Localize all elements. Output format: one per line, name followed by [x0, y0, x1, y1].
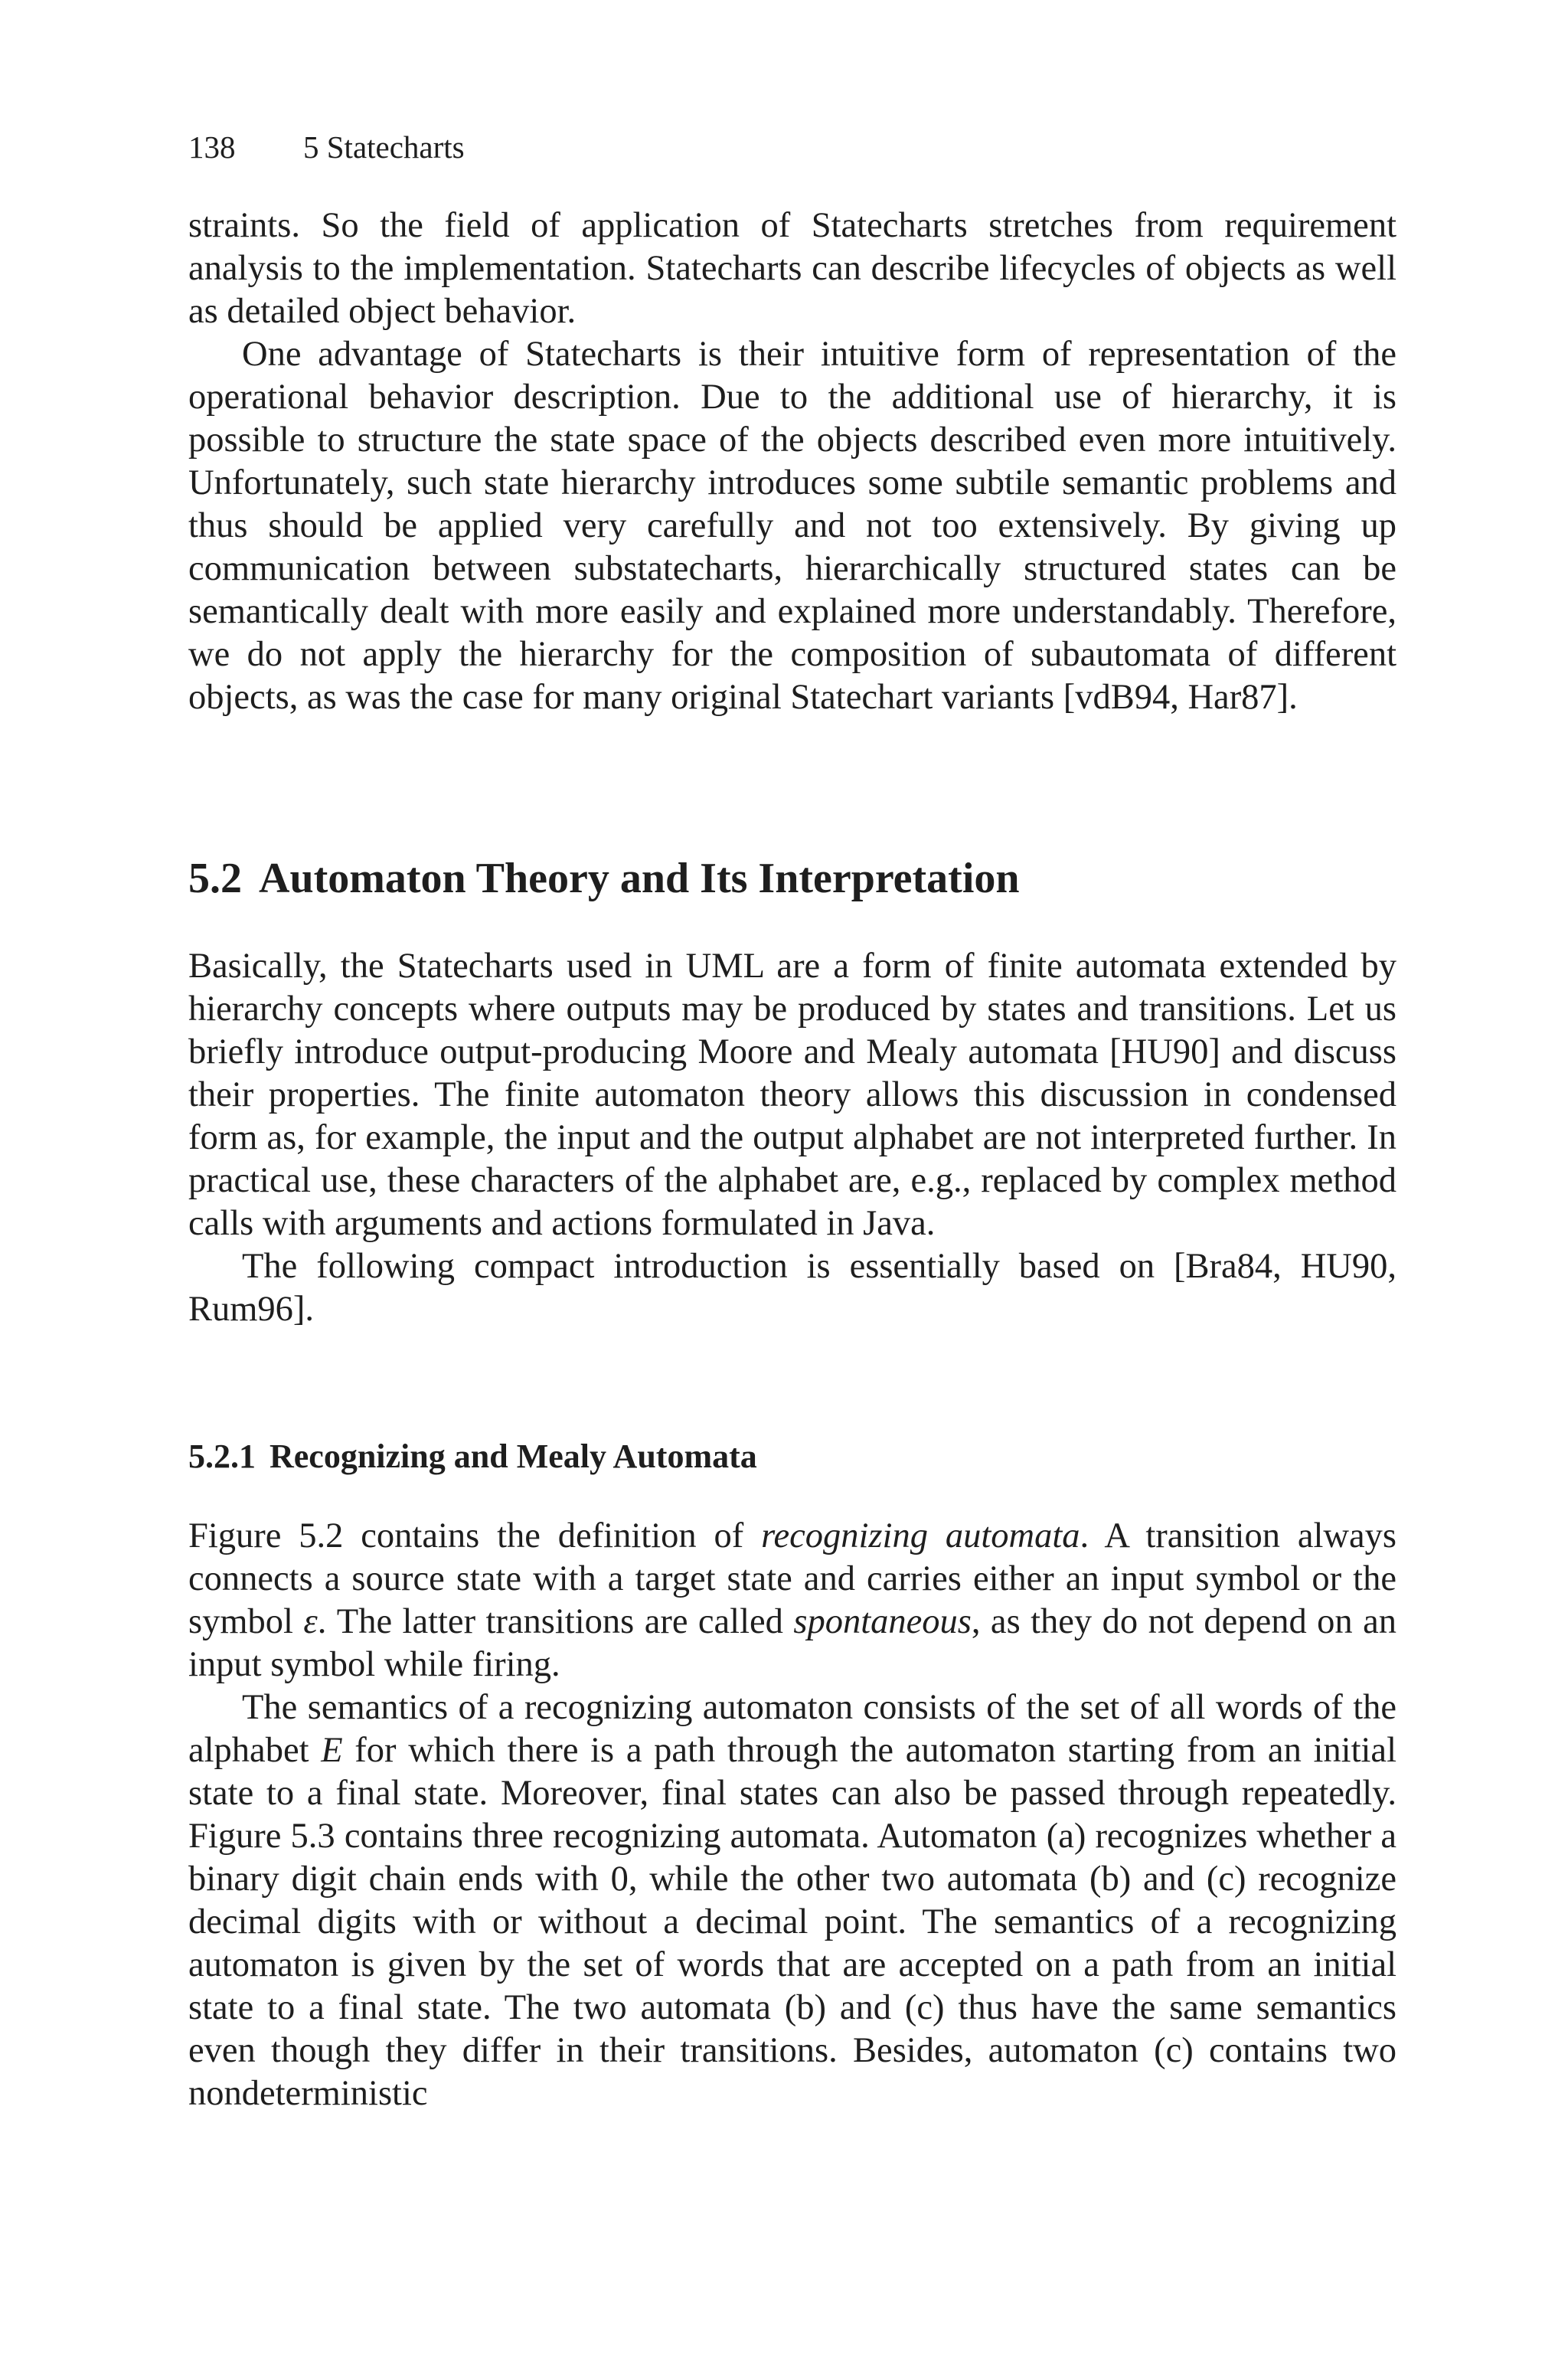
subsection-text	[188, 1515, 1396, 2115]
alphabet-symbol: E	[321, 1731, 343, 1770]
intro-paragraph-1: straints. So the field of application of Statecharts stretches from requirement analysis to the implementation. Statecharts can describe lifecycles of objects as well as detailed object behavior.	[188, 206, 1396, 331]
text-run: . The latter transitions are called	[317, 1602, 794, 1641]
section-paragraph-1: Basically, the Statecharts used in UML are a form of finite automata extended by hierarchy concepts where outputs may be produced by states and transitions. Let us briefly introduce output-producing Moore and Mealy automata [HU90] and discuss their properties. The finite automaton theory allows this discussion in condensed form as, for example, the input and the output alphabet are not interpreted further. In practical use, these characters of the alphabet are, e.g., replaced by complex method calls with arguments and actions formulated in Java.	[188, 947, 1396, 1243]
section-paragraph-2: The following compact introduction is essentially based on [Bra84, HU90, Rum96].	[188, 1247, 1396, 1329]
section-title: Automaton Theory and Its Interpretation	[259, 855, 1020, 902]
section-number: 5.2	[188, 855, 242, 902]
term-recognizing-automata: recognizing automata	[761, 1516, 1080, 1555]
chapter-title: 5 Statecharts	[303, 129, 465, 165]
intro-paragraph-2: One advantage of Statecharts is their intuitive form of representation of the operational behavior description. Due to the additional use of hierarchy, it is possible to structure the state space of the objects described even more intuitively. Unfortunately, such state hierarchy introduces some subtile semantic problems and thus should be applied very carefully and not too extensively. By giving up communication between substatecharts, hierarchically structured states can be semantically dealt with more easily and explained more understandably. Therefore, we do not apply the hierarchy for the composition of subautomata of different objects, as was the case for many original Statechart variants [vdB94, Har87].	[188, 335, 1396, 717]
epsilon-symbol: ε	[303, 1602, 318, 1641]
subsection-paragraph-2	[188, 1686, 1396, 2115]
section-text	[188, 945, 1396, 1331]
text-run: The semantics of a recognizing automaton consists of the set of all words of the alphabet	[188, 1688, 1396, 1770]
text-run: Figure 5.2 contains the definition of	[188, 1516, 762, 1555]
subsection-paragraph-1	[188, 1515, 1396, 1686]
term-spontaneous: spontaneous	[793, 1602, 972, 1641]
subsection-title: Recognizing and Mealy Automata	[270, 1438, 757, 1475]
intro-text	[188, 204, 1396, 719]
page-number: 138	[188, 129, 236, 165]
text-run: , as they do not depend on an input symbol while firing.	[188, 1602, 1396, 1684]
text-run: for which there is a path through the automaton starting from an initial state to a final state. Moreover, final states can also be passed through repeatedly. Figure 5.3 contains three recognizing automata. Automaton (a) recognizes whether a binary digit chain ends with 0, while the other two automata (b) and (c) recognize decimal digits with or without a decimal point. The semantics of a recognizing automaton is given by the set of words that are accepted on a path from an initial state to a final state. The two automata (b) and (c) thus have the same semantics even though they differ in their transitions. Besides, automaton (c) contains two nondeterministic	[188, 1731, 1396, 2113]
subsection-heading	[188, 1435, 757, 1478]
section-heading	[188, 852, 1020, 905]
running-head	[188, 129, 465, 165]
subsection-number: 5.2.1	[188, 1438, 256, 1475]
text-run: . A transition always connects a source state with a target state and carries either an input symbol or the symbol	[188, 1516, 1396, 1641]
